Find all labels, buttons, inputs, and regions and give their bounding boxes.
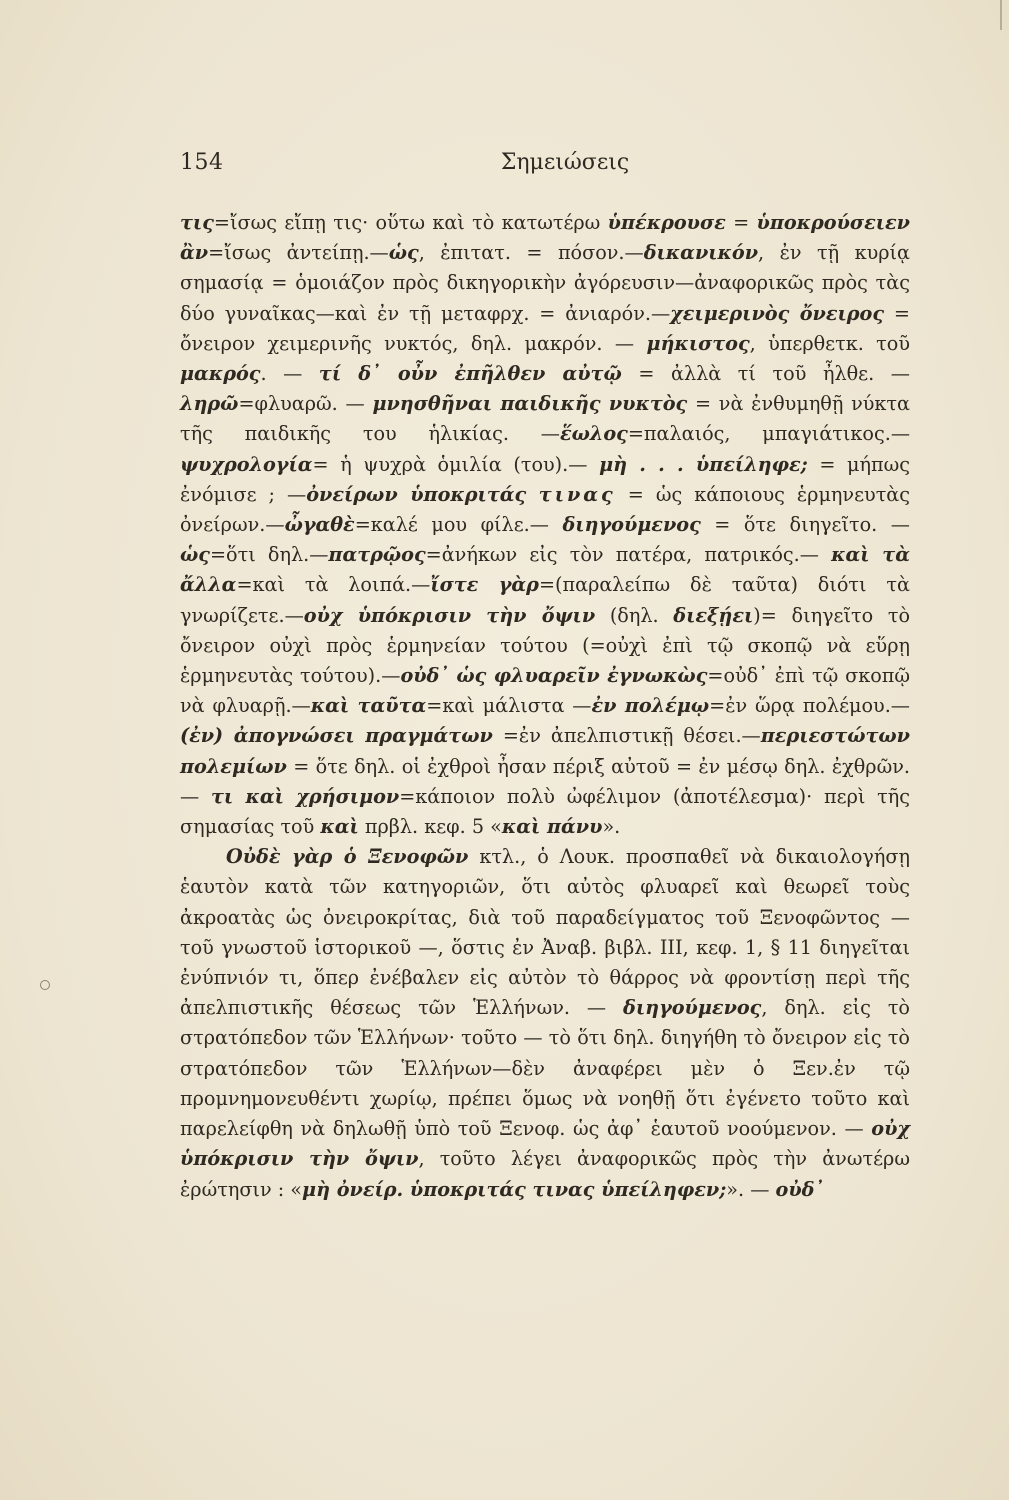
- lemma-term: ληρῶ: [180, 392, 239, 416]
- text-run: =ὅτι δηλ.—: [209, 543, 329, 567]
- page-edge-mark: [1000, 0, 1002, 30]
- text-run: = μήπως ἐνόμισε ; —: [180, 452, 911, 506]
- text-run: =ἐν ἀπελπιστικῇ θέσει.—: [492, 724, 761, 748]
- lemma-term: μήκιστος: [646, 331, 750, 355]
- lemma-term: περιεστώτων πολεμίων: [180, 724, 910, 778]
- lemma-term: οὐδ᾽: [775, 1177, 825, 1201]
- text-run: = ὅτε διηγεῖτο. —: [700, 513, 910, 537]
- text-run: , τοῦτο λέγει ἀναφορικῶς πρὸς τὴν ἀνωτέρω ἐρώτησιν : «: [180, 1147, 910, 1201]
- text-run: = ἀλλὰ τί τοῦ ἦλθε. —: [621, 362, 910, 386]
- text-run: , ὑπερθετκ. τοῦ: [749, 331, 910, 355]
- text-run: , ἐν τῇ κυρίᾳ σημασίᾳ = ὁμοιάζον πρὸς δικηγορικὴν ἀγόρευσιν—ἀναφορικῶς πρὸς τὰς δύο γυναῖκας—καὶ ἐν τῇ μεταφρχ. = ἀνιαρόν.—: [180, 241, 910, 325]
- lemma-term: τις: [180, 211, 214, 234]
- lemma-term: ὀνείρων ὑποκριτάς: [306, 482, 539, 506]
- text-run: κτλ., ὁ Λουκ. προσπαθεῖ νὰ δικαιολογήσῃ ἑαυτὸν κατὰ τῶν κατηγοριῶν, ὅτι αὐτὸς φλυαρεῖ καὶ θεωρεῖ τοὺς ἀκροατὰς ὡς ὀνειροκρίτας, διὰ τοῦ παραδείγματος τοῦ Ξενοφῶντος — τοῦ γνωστοῦ ἱστορικοῦ —, ὅστις ἐν Ἀναβ. βιβλ. III, κεφ. 1, § 11 διηγεῖται ἐνύπνιόν τι, ὅπερ ἐνέβαλεν εἰς αὐτὸν τὸ θάρρος νὰ φροντίσῃ περὶ τῆς ἀπελπιστικῆς θέσεως τῶν Ἑλλήνων. —: [180, 845, 910, 1020]
- text-run: )= διηγεῖτο τὸ ὄνειρον οὐχὶ πρὸς ἑρμηνείαν τούτου (=οὐχὶ ἐπὶ τῷ σκοπῷ νὰ εὕρῃ ἑρμηνευτὰς τούτου).—: [180, 603, 911, 688]
- text-run: =: [725, 211, 757, 234]
- text-run: =καὶ μάλιστα —: [426, 694, 592, 718]
- text-run: =(παραλείπω δὲ ταῦτα) διότι τὰ γνωρίζετε.—: [180, 573, 910, 627]
- lemma-term: οὐχ ὑπόκρισιν τὴν ὄψιν: [180, 1117, 910, 1171]
- lemma-term: καὶ πάνυ: [501, 815, 603, 839]
- lemma-term: ὡς: [388, 241, 419, 265]
- lemma-term: τί δ᾽ οὖν ἐπῆλθεν αὐτῷ: [318, 362, 622, 386]
- text-run: =παλαιός, μπαγιάτικος.—: [627, 422, 911, 446]
- text-run: . —: [260, 362, 319, 386]
- lemma-term: καὶ τὰ ἄλλα: [180, 543, 910, 597]
- lemma-term: μακρός: [180, 362, 261, 386]
- text-run: =καλέ μου φίλε.—: [354, 513, 563, 537]
- text-run: =ἴσως ἀντείπῃ.—: [208, 241, 389, 265]
- text-run: =ἀνήκων εἰς τὸν πατέρα, πατρικός.—: [425, 543, 832, 567]
- lemma-term: ψυχρολογία: [180, 452, 313, 476]
- text-run: = ὡς κάποιους ἑρμηνευτὰς ὀνείρων.—: [180, 482, 911, 537]
- margin-hole-mark: [40, 980, 50, 990]
- lemma-term: μὴ ὀνείρ. ὑποκριτάς τινας ὑπείληφεν;: [302, 1177, 727, 1201]
- text-run: = νὰ ἐνθυμηθῇ νύκτα τῆς παιδικῆς του ἡλικίας. —: [180, 392, 910, 446]
- lemma-term: χειμερινὸς ὄνειρος: [670, 301, 885, 325]
- lemma-term: ἴστε γὰρ: [430, 573, 539, 597]
- notes-paragraph-1: [180, 208, 910, 842]
- lemma-term: διηγούμενος: [562, 513, 701, 537]
- text-run: =κάποιον πολὺ ὠφέλιμον (ἀποτέλεσμα)· περὶ τῆς σημασίας τοῦ: [180, 784, 910, 839]
- notes-body: [180, 208, 910, 1205]
- running-title: Σημειώσεις: [500, 150, 630, 175]
- text-run: ». —: [726, 1177, 776, 1201]
- text-run: = ὅτε δηλ. οἱ ἐχθροὶ ἦσαν πέριξ αὐτοῦ = ἐν μέσῳ δηλ. ἐχθρῶν. —: [180, 754, 910, 808]
- lemma-term: πατρῷος: [328, 543, 426, 567]
- text-run: =οὐδ᾽ ἐπὶ τῷ σκοπῷ νὰ φλυαρῇ.—: [180, 664, 910, 718]
- text-run: πρβλ. κεφ. 5 «: [358, 815, 502, 839]
- text-run: =ἐν ὥρᾳ πολέμου.—: [709, 694, 910, 718]
- text-run: =φλυαρῶ. —: [238, 392, 373, 416]
- lemma-term: δικανικόν: [643, 241, 759, 265]
- lemma-term: ἕωλος: [559, 422, 628, 446]
- lemma-term: καὶ: [320, 815, 359, 839]
- lemma-term: ὡς: [180, 543, 210, 567]
- text-run: , δηλ. εἰς τὸ στρατόπεδον τῶν Ἑλλήνων· τοῦτο — τὸ ὅτι δηλ. διηγήθη τὸ ὄνειρον εἰς τὸ στρατόπεδον τῶν Ἑλλήνων—δὲν ἀναφέρει μὲν ὁ Ξεν.ἐν τῷ προμνημονευθέντι χωρίῳ, πρέπει ὅμως νὰ νοηθῇ ὅτι ἐγένετο τοῦτο καὶ παρελείφθη νὰ δηλωθῇ ὑπὸ τοῦ Ξενοφ. ὡς ἀφ᾽ ἑαυτοῦ νοούμενον. —: [180, 996, 910, 1141]
- text-run: (δηλ.: [595, 603, 674, 627]
- text-run: = ὄνειρον χειμερινῆς νυκτός, δηλ. μακρόν. —: [180, 301, 910, 355]
- lemma-term: (ἐν) ἀπογνώσει πραγμάτων: [180, 724, 493, 748]
- lemma-term: ὦγαθὲ: [284, 513, 355, 537]
- lemma-term: τι καὶ χρήσιμον: [210, 784, 400, 808]
- lemma-term: τινας: [538, 482, 616, 506]
- notes-paragraph-2: [180, 842, 910, 1204]
- lemma-term: ὑπέκρουσε: [607, 211, 726, 234]
- lemma-term: μὴ . . . ὑπείληφε;: [599, 452, 808, 476]
- page-header: [180, 150, 910, 186]
- lemma-term: ἐν πολέμῳ: [591, 694, 710, 718]
- page-number: 154: [180, 150, 224, 175]
- text-run: , ἐπιτατ. = πόσον.—: [418, 241, 644, 265]
- lemma-term: διηγούμενος: [623, 996, 762, 1020]
- lemma-term: οὐδ᾽ ὡς φλυαρεῖν ἐγνωκὼς: [400, 664, 708, 688]
- lemma-term: οὐχ ὑπόκρισιν τὴν ὄψιν: [303, 603, 596, 627]
- text-run: =ἴσως εἴπῃ τις· οὕτω καὶ τὸ κατωτέρω: [213, 211, 608, 234]
- lemma-term: καὶ ταῦτα: [310, 694, 427, 718]
- text-run: ».: [602, 815, 621, 839]
- text-run: =καὶ τὰ λοιπά.—: [236, 573, 431, 597]
- lemma-term: ὑποκρούσειεν ἂν: [180, 211, 910, 265]
- lemma-term: διεξῄει: [673, 603, 754, 627]
- lemma-term: μνησθῆναι παιδικῆς νυκτὸς: [372, 392, 688, 416]
- text-run: = ἡ ψυχρὰ ὁμιλία (του).—: [312, 452, 600, 476]
- lemma-term: Οὐδὲ γὰρ ὁ Ξενοφῶν: [226, 845, 469, 869]
